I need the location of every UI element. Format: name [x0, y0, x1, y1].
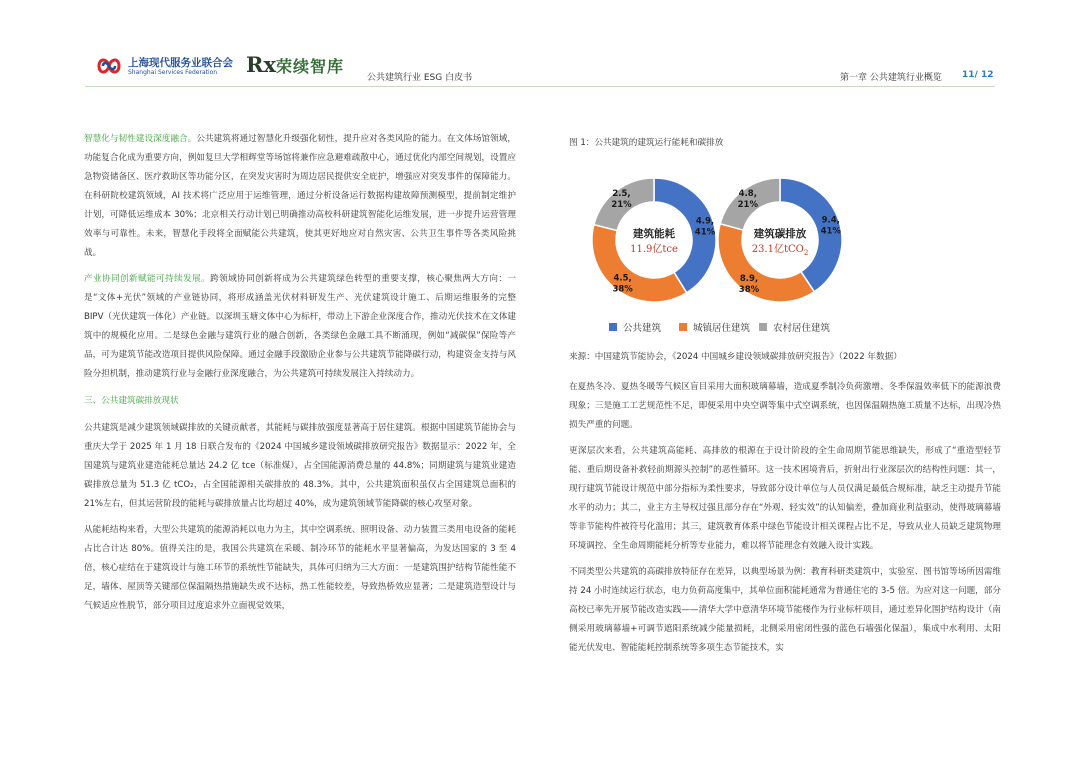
right-column [569, 378, 1001, 665]
slice-percent-label: 21% [737, 199, 758, 210]
donut-center-title: 建筑能耗 [633, 228, 675, 240]
slice-percent-label: 21% [611, 200, 632, 211]
ssf-logo [96, 52, 233, 82]
left-column [84, 130, 516, 623]
donut-hole [743, 203, 817, 277]
legend-label: 公共建筑 [623, 323, 662, 334]
page-number: 11/ 12 [962, 70, 994, 80]
donut-hole [617, 203, 691, 277]
donut-center-value: 23.1亿tCO$_2$ [751, 244, 809, 257]
header-divider [85, 86, 995, 87]
paragraph-lead: 智慧化与韧性建设深度融合。 [84, 134, 197, 144]
paragraph-body: 跨领域协同创新将成为公共建筑绿色转型的重要支撑，核心聚焦两大方向：一是“文体+光伏”领域的产业链协同，将形成涵盖光伏材料研发生产、光伏建筑设计施工、后期运维服务的完整 BIPV（光伏建筑一体化）产业链。以深圳玉塘文体中心为标杆，带动上下游企业深度合作，推动光伏技术在文体建筑中的规模化应用。二是绿色金融与建筑行业的融合创新，各类绿色金融工具不断涌现，例如“减碳保”保险等产品，可为建筑节能改造项目提供风险保障。通过金融手段激励企业参与公共建筑节能降碳行动，构建资金支持与风险分担机制，推动建筑行业与金融行业深度融合，为公共建筑可持续发展注入持续动力。 [84, 274, 516, 379]
legend-swatch [679, 323, 687, 331]
legend-swatch [609, 323, 617, 331]
brand-mark: Rx [246, 52, 276, 77]
figure-title: 图 1：公共建筑的建筑运行能耗和碳排放 [569, 138, 724, 148]
paragraph-construction-quality: 在夏热冬冷、夏热冬暖等气候区盲目采用大面积玻璃幕墙，造成夏季制冷负荷激增、冬季保温效率低下的能源浪费现象；三是施工工艺规范性不足，即便采用中央空调等集中式空调系统，也因保温隔热施工质量不达标，出现冷热损失严重的问题。 [569, 382, 1001, 430]
slice-percent-label: 41% [820, 226, 841, 237]
paragraph-root-cause: 更深层次来看，公共建筑高能耗、高排放的根源在于设计阶段的全生命周期节能思维缺失，形成了“重造型轻节能、重后期设备补救轻前期源头控制”的恶性循环。这一技术困境背后，折射出行业深层次的结构性问题：其一，现行建筑节能设计规范中部分指标为柔性要求，导致部分设计单位与人员仅满足最低合规标准，缺乏主动提升节能水平的动力；其二，业主方主导权过强且部分存在“外观、轻实效”的认知偏差，叠加商业利益驱动，使得玻璃幕墙等非节能构件被符号化滥用；其三，建筑教育体系中绿色节能设计相关课程占比不足，导致从业人员缺乏建筑物理环境调控、全生命周期能耗分析等专业能力，难以将节能理念有效融入设计实践。 [569, 446, 1001, 551]
section-heading: 三、公共建筑碳排放现状 [84, 396, 179, 406]
slice-value-label: 9.4, [821, 215, 840, 226]
donut-center-title: 建筑碳排放 [753, 228, 807, 240]
ssf-logo-icon [96, 54, 122, 78]
paragraph-energy-structure: 从能耗结构来看，大型公共建筑的能源消耗以电力为主，其中空调系统、照明设备、动力装置三类用电设备的能耗占比合计达 80%。值得关注的是，我国公共建筑在采暖、制冷环节的能耗水平显著偏高，为发达国家的 3 至 4 倍，核心症结在于建筑设计与施工环节的系统性节能缺失，具体可归纳为三大方面：一是建筑围护结构节能性能不足，墙体、屋顶等关键部位保温隔热措施缺失或不达标，热工性能较差，导致热桥效应显著；二是建筑造型设计与气候适应性脱节，部分项目过度追求外立面视觉效果， [84, 525, 516, 611]
slice-value-label: 2.5, [612, 189, 631, 200]
slice-value-label: 8.9, [739, 273, 759, 284]
slice-value-label: 4.8, [738, 188, 757, 199]
figure-source: 来源：中国建筑节能协会，《2024 中国城乡建设领域碳排放研究报告》（2022 年数据） [569, 352, 902, 362]
slice-value-label: 4.5, [613, 273, 632, 284]
paragraph-smart-resilience [84, 130, 516, 263]
paragraph-body: 公共建筑将通过智慧化升级强化韧性，提升应对各类风险的能力。在文体场馆领域，功能复合化成为重要方向，例如复旦大学相辉堂等场馆将兼作应急避难疏散中心，通过优化内部空间规划，设置应急物资储备区、医疗救助区等功能分区，在突发灾害时为周边居民提供安全庇护，增强应对突发事件的保障能力。在科研院校建筑领域，AI 技术将广泛应用于运维管理，通过分析设备运行数据构建故障预测模型，提前制定维护计划，可降低运维成本 30%；北京相关行动计划已明确推动高校科研建筑智能化运维发展，进一步提升运营管理效率与可靠性。未来，智慧化手段将全面赋能公共建筑，使其更好地应对自然灾害、公共卫生事件等各类风险挑战。 [84, 134, 516, 258]
brand-name: 荣续智库 [276, 57, 345, 76]
paragraph-building-types: 不同类型公共建筑的高碳排放特征存在差异，以典型场景为例：教育科研类建筑中，实验室、图书馆等场所因需维持 24 小时连续运行状态，电力负荷高度集中，其单位面积能耗通常为普通住宅的 3-5 倍。为应对这一问题，部分高校已率先开展节能改造实践——清华大学中意清华环境节能楼作为行业标杆项目，通过差异化围护结构设计（南侧采用玻璃幕墙+可调节遮阳系统减少能量损耗，北侧采用密闭性强的蓝色石墙强化保温），集成中水利用、太阳能光伏发电、智能能耗控制系统等多项生态节能技术，实 [569, 567, 1001, 653]
slice-percent-label: 41% [694, 227, 716, 238]
chapter-title: 第一章 公共建筑行业概览 [840, 73, 942, 83]
org-name-cn: 上海现代服务业联合会 [128, 57, 233, 69]
slice-percent-label: 38% [738, 284, 760, 295]
slice-value-label: 4.9, [695, 216, 715, 227]
donut-charts [569, 155, 999, 345]
legend-label: 城镇居住建筑 [693, 323, 751, 334]
donut-center-value: 11.9亿tce [630, 244, 678, 255]
org-name-en: Shanghai Services Federation [128, 69, 218, 76]
legend-label: 农村居住建筑 [773, 323, 831, 334]
page-header [0, 0, 1080, 90]
slice-percent-label: 38% [612, 284, 633, 295]
legend-swatch [759, 323, 767, 331]
paragraph-lead: 产业协同创新赋能可持续发展。 [84, 274, 211, 284]
document-title: 公共建筑行业 ESG 白皮书 [367, 73, 473, 83]
paragraph-carbon-status: 公共建筑是减少建筑领域碳排放的关键贡献者，其能耗与碳排放强度显著高于居住建筑。根据中国建筑节能协会与重庆大学于 2025 年 1 月 18 日联合发布的《2024 中国城乡建设领域碳排放研究报告》数据显示：2022 年，全国建筑与建筑业建造能耗总量达 24.2 亿 tce（标准煤），占全国能源消费总量的 44.8%；同期建筑与建筑业建造碳排放总量为 51.3 亿 tCO₂，占全国能源相关碳排放的 48.3%。其中，公共建筑面积虽仅占全国建筑总面积的 21%左右，但其运营阶段的能耗与碳排放量占比均超过 40%，成为建筑领域节能降碳的核心攻坚对象。 [84, 423, 516, 509]
paragraph-industry-synergy [84, 270, 516, 384]
